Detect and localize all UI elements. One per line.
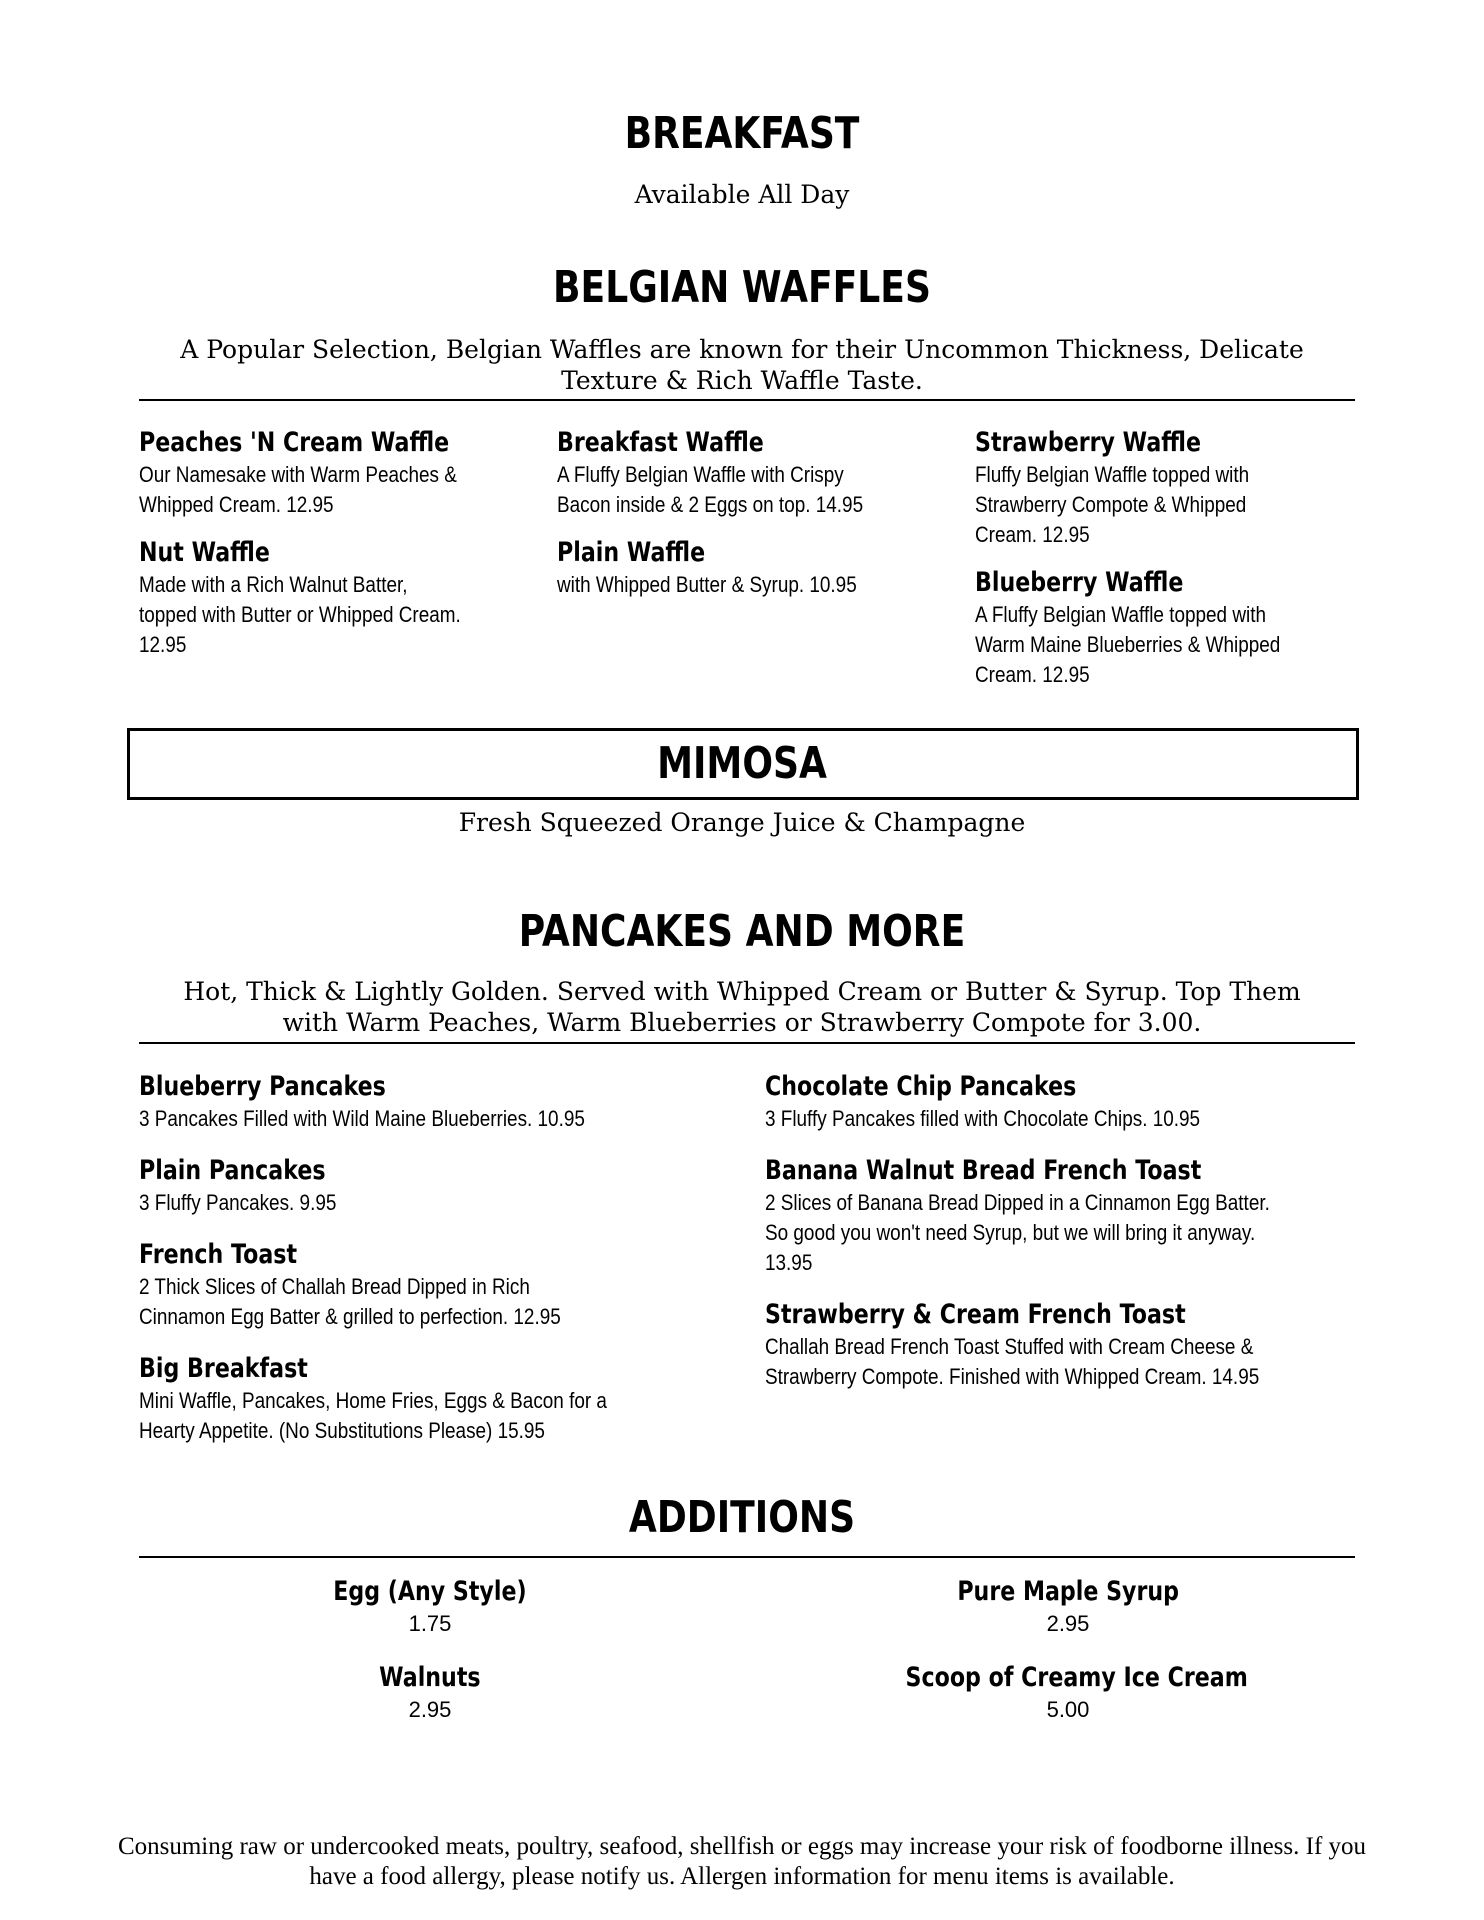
addition-name: Walnuts xyxy=(379,1662,481,1693)
item-name: Strawberry & Cream French Toast xyxy=(765,1299,1186,1330)
waffles-description: A Popular Selection, Belgian Waffles are known for their Uncommon Thickness, Delicate Texture & Rich Waffle Taste. xyxy=(180,335,1304,395)
item-description: with Whipped Butter & Syrup. 10.95 xyxy=(557,572,857,597)
item-description: A Fluffy Belgian Waffle with Crispy Bacon inside & 2 Eggs on top. 14.95 xyxy=(557,462,864,517)
item-name: Peaches 'N Cream Waffle xyxy=(139,427,450,458)
item-description: A Fluffy Belgian Waffle topped with Warm Maine Blueberries & Whipped Cream. 12.95 xyxy=(975,602,1281,687)
addition-price: 5.00 xyxy=(1046,1697,1090,1722)
item-name: Plain Pancakes xyxy=(139,1155,326,1186)
item-name: Plain Waffle xyxy=(557,537,706,568)
menu-item xyxy=(139,1154,699,1218)
menu-item xyxy=(139,1070,699,1134)
item-description: 2 Thick Slices of Challah Bread Dipped in Rich Cinnamon Egg Batter & grilled to perfection. 12.95 xyxy=(139,1274,561,1329)
item-description: Fluffy Belgian Waffle topped with Strawberry Compote & Whipped Cream. 12.95 xyxy=(975,462,1250,547)
item-name: Big Breakfast xyxy=(139,1353,308,1384)
addition-price: 1.75 xyxy=(408,1611,452,1636)
breakfast-subtitle: Available All Day xyxy=(634,180,850,209)
addition-item xyxy=(868,1576,1268,1637)
item-description: 3 Pancakes Filled with Wild Maine Blueberries. 10.95 xyxy=(139,1106,585,1131)
menu-item xyxy=(975,426,1355,550)
waffles-column-1 xyxy=(139,426,519,660)
menu-item xyxy=(557,536,937,600)
pancakes-column-1 xyxy=(139,1070,699,1446)
waffles-title: BELGIAN WAFFLES xyxy=(553,262,931,313)
addition-item xyxy=(230,1576,630,1637)
item-name: Strawberry Waffle xyxy=(975,427,1201,458)
menu-item xyxy=(139,1352,699,1446)
item-name: French Toast xyxy=(139,1239,298,1270)
breakfast-title: BREAKFAST xyxy=(624,108,860,159)
item-description: 2 Slices of Banana Bread Dipped in a Cinnamon Egg Batter. So good you won't need Syrup, but we will bring it anyway. 13.95 xyxy=(765,1190,1270,1275)
additions-divider xyxy=(139,1556,1355,1558)
item-name: Chocolate Chip Pancakes xyxy=(765,1071,1077,1102)
menu-item xyxy=(765,1298,1355,1392)
addition-item xyxy=(230,1662,630,1723)
allergen-disclaimer: Consuming raw or undercooked meats, poultry, seafood, shellfish or eggs may increase your risk of foodborne illness. If you have a food allergy, please notify us. Allergen information for menu items is available. xyxy=(117,1833,1367,1890)
pancakes-description: Hot, Thick & Lightly Golden. Served with Whipped Cream or Butter & Syrup. Top Them with Warm Peaches, Warm Blueberries or Strawberry Compote for 3.00. xyxy=(183,977,1301,1037)
item-name: Blueberry Waffle xyxy=(975,567,1184,598)
menu-item xyxy=(765,1070,1355,1134)
item-description: Challah Bread French Toast Stuffed with Cream Cheese & Strawberry Compote. Finished with Whipped Cream. 14.95 xyxy=(765,1334,1260,1389)
addition-name: Egg (Any Style) xyxy=(333,1576,527,1607)
waffles-divider xyxy=(139,399,1355,401)
menu-item xyxy=(139,1238,699,1332)
item-name: Banana Walnut Bread French Toast xyxy=(765,1155,1202,1186)
waffles-column-3 xyxy=(975,426,1355,690)
waffles-column-2 xyxy=(557,426,937,600)
addition-price: 2.95 xyxy=(1046,1611,1090,1636)
menu-item xyxy=(557,426,937,520)
pancakes-divider xyxy=(139,1042,1355,1044)
mimosa-description: Fresh Squeezed Orange Juice & Champagne xyxy=(458,808,1026,837)
item-name: Nut Waffle xyxy=(139,537,270,568)
mimosa-title: MIMOSA xyxy=(657,738,827,789)
item-description: Our Namesake with Warm Peaches & Whipped Cream. 12.95 xyxy=(139,462,457,517)
item-description: Made with a Rich Walnut Batter, topped with Butter or Whipped Cream. 12.95 xyxy=(139,572,461,657)
addition-item xyxy=(868,1662,1268,1723)
item-name: Breakfast Waffle xyxy=(557,427,764,458)
addition-name: Scoop of Creamy Ice Cream xyxy=(905,1662,1248,1693)
menu-item xyxy=(975,566,1355,690)
menu-item xyxy=(139,536,519,660)
addition-price: 2.95 xyxy=(408,1697,452,1722)
item-description: 3 Fluffy Pancakes. 9.95 xyxy=(139,1190,337,1215)
pancakes-column-2 xyxy=(765,1070,1355,1392)
item-description: 3 Fluffy Pancakes filled with Chocolate Chips. 10.95 xyxy=(765,1106,1201,1131)
menu-item xyxy=(765,1154,1355,1278)
additions-title: ADDITIONS xyxy=(628,1492,856,1543)
addition-name: Pure Maple Syrup xyxy=(957,1576,1179,1607)
item-name: Blueberry Pancakes xyxy=(139,1071,386,1102)
item-description: Mini Waffle, Pancakes, Home Fries, Eggs & Bacon for a Hearty Appetite. (No Substitutions Please) 15.95 xyxy=(139,1388,607,1443)
menu-item xyxy=(139,426,519,520)
pancakes-title: PANCAKES AND MORE xyxy=(518,906,966,957)
